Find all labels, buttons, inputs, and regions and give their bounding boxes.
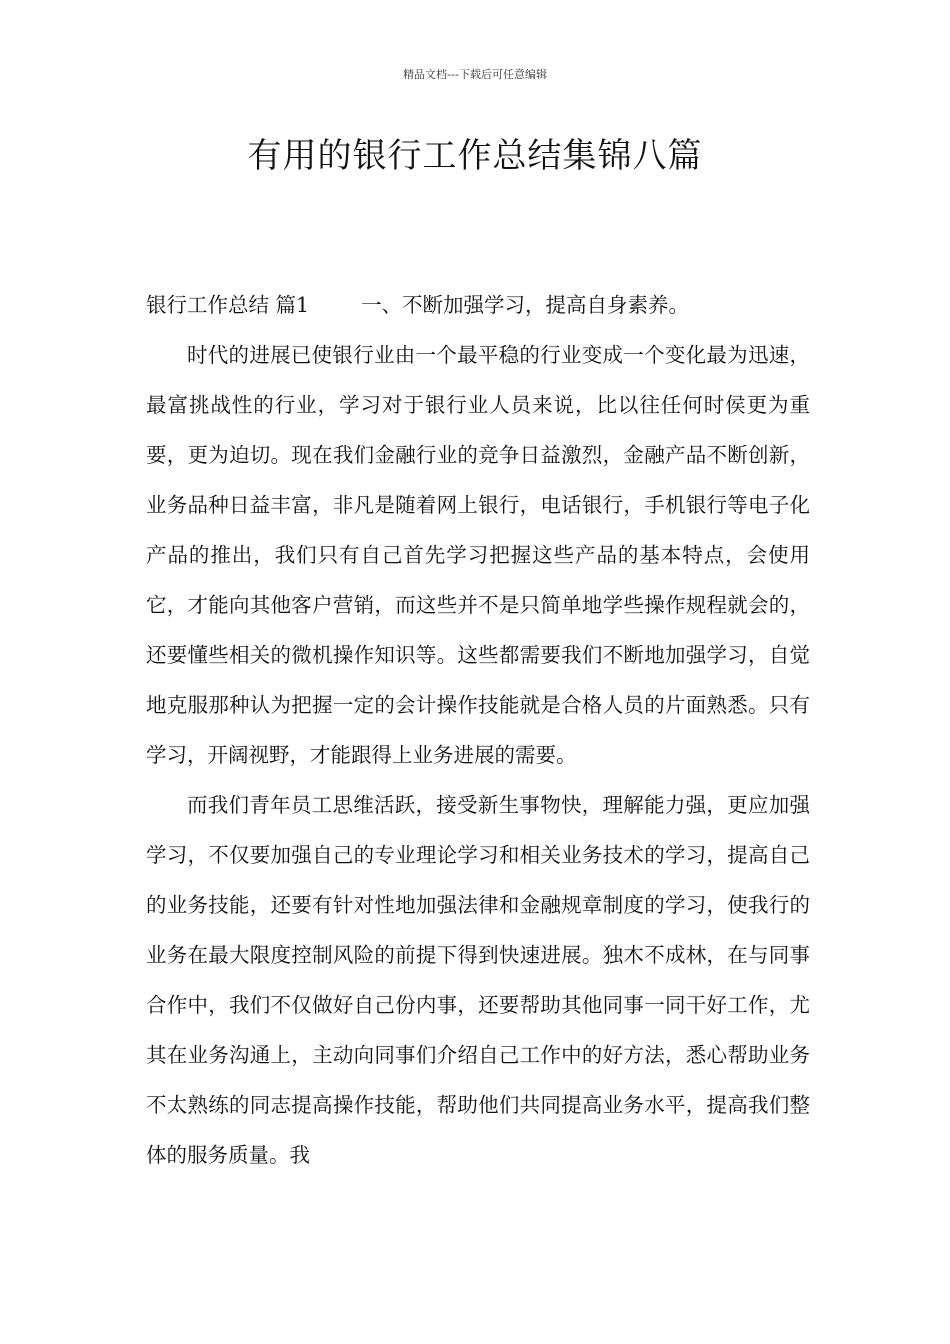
header-note: 精品文档---下载后可任意编辑 — [403, 68, 547, 81]
document-body — [146, 280, 810, 1180]
section-heading: 一、不断加强学习，提高自身素养。 — [361, 293, 690, 317]
paragraph-2: 而我们青年员工思维活跃，接受新生事物快，理解能力强，更应加强学习，不仅要加强自己的专业理论学习和相关业务技术的学习，提高自己的业务技能，还要有针对性地加强法律和金融规章制度的学习，使我行的业务在最大限度控制风险的前提下得到快速进展。独木不成林，在与同事合作中，我们不仅做好自己份内事，还要帮助其他同事一同干好工作，尤其在业务沟通上，主动向同事们介绍自己工作中的好方法，悉心帮助业务不太熟练的同志提高操作技能，帮助他们共同提高业务水平，提高我们整体的服务质量。我 — [146, 793, 810, 1167]
section-label: 银行工作总结 篇1 — [146, 293, 310, 317]
document-title: 有用的银行工作总结集锦八篇 — [247, 136, 703, 176]
paragraph-1: 时代的进展已使银行业由一个最平稳的行业变成一个变化最为迅速，最富挑战性的行业，学习对于银行业人员来说，比以往任何时侯更为重要，更为迫切。现在我们金融行业的竞争日益激烈，金融产品不断创新，业务品种日益丰富，非凡是随着网上银行，电话银行，手机银行等电子化产品的推出，我们只有自己首先学习把握这些产品的基本特点，会使用它，才能向其他客户营销，而这些并不是只简单地学些操作规程就会的，还要懂些相关的微机操作知识等。这些都需要我们不断地加强学习，自觉地克服那种认为把握一定的会计操作技能就是合格人员的片面熟悉。只有学习，开阔视野，才能跟得上业务进展的需要。 — [146, 343, 810, 767]
section-intro-line — [146, 280, 810, 330]
